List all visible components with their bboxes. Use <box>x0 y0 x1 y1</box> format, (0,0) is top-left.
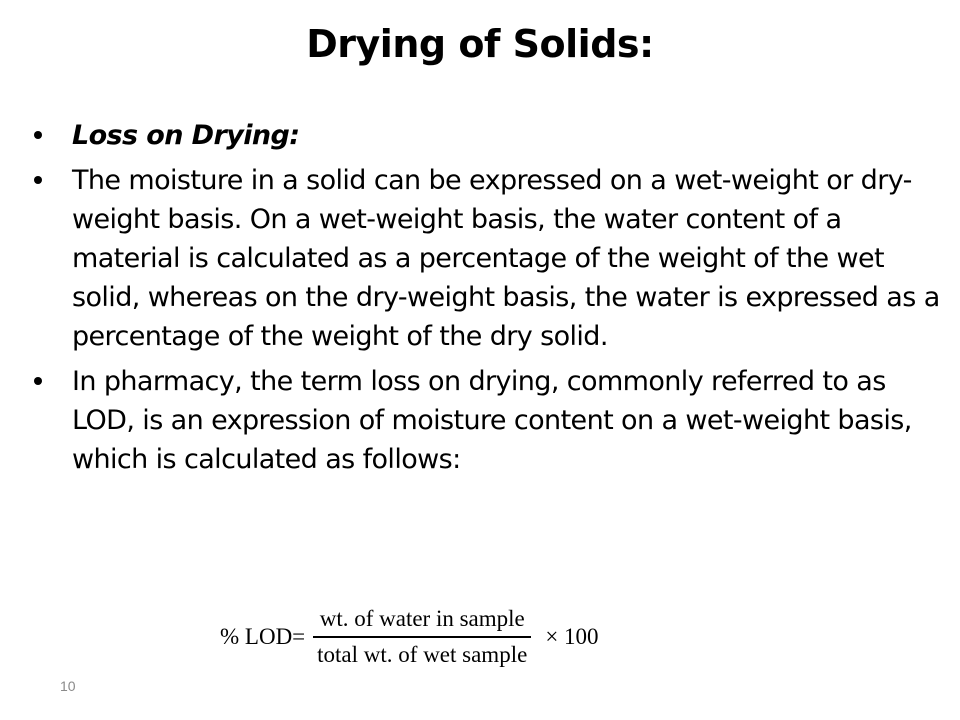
bullet-dot-icon <box>34 131 42 139</box>
formula-fraction <box>313 604 531 670</box>
bullet-item-moisture-basis <box>32 161 952 356</box>
formula-rhs: × 100 <box>545 624 599 649</box>
page-number: 10 <box>60 678 76 694</box>
bullet-dot-icon <box>34 377 42 385</box>
bullet-text: Loss on Drying: <box>72 120 300 151</box>
bullet-dot-icon <box>34 176 42 184</box>
formula-lhs: % LOD= <box>220 624 306 649</box>
formula-denominator: total wt. of wet sample <box>317 642 528 667</box>
bullet-item-lod-definition <box>32 362 952 479</box>
bullet-list <box>32 116 952 479</box>
lod-formula <box>220 600 599 674</box>
formula-numerator: wt. of water in sample <box>319 606 525 631</box>
slide-title: Drying of Solids: <box>306 22 654 66</box>
bullet-text: The moisture in a solid can be expressed on a wet-weight or dry-weight basis. On a wet-weight basis, the water content of a material is calculated as a percentage of the weight of the wet solid, whereas on the dry-weight basis, the water is expressed as a percentage of the weight of the dry solid. <box>72 165 940 352</box>
bullet-item-loss-on-drying <box>32 116 952 155</box>
bullet-text: In pharmacy, the term loss on drying, commonly referred to as LOD, is an expression of moisture content on a wet-weight basis, which is calculated as follows: <box>72 366 912 475</box>
